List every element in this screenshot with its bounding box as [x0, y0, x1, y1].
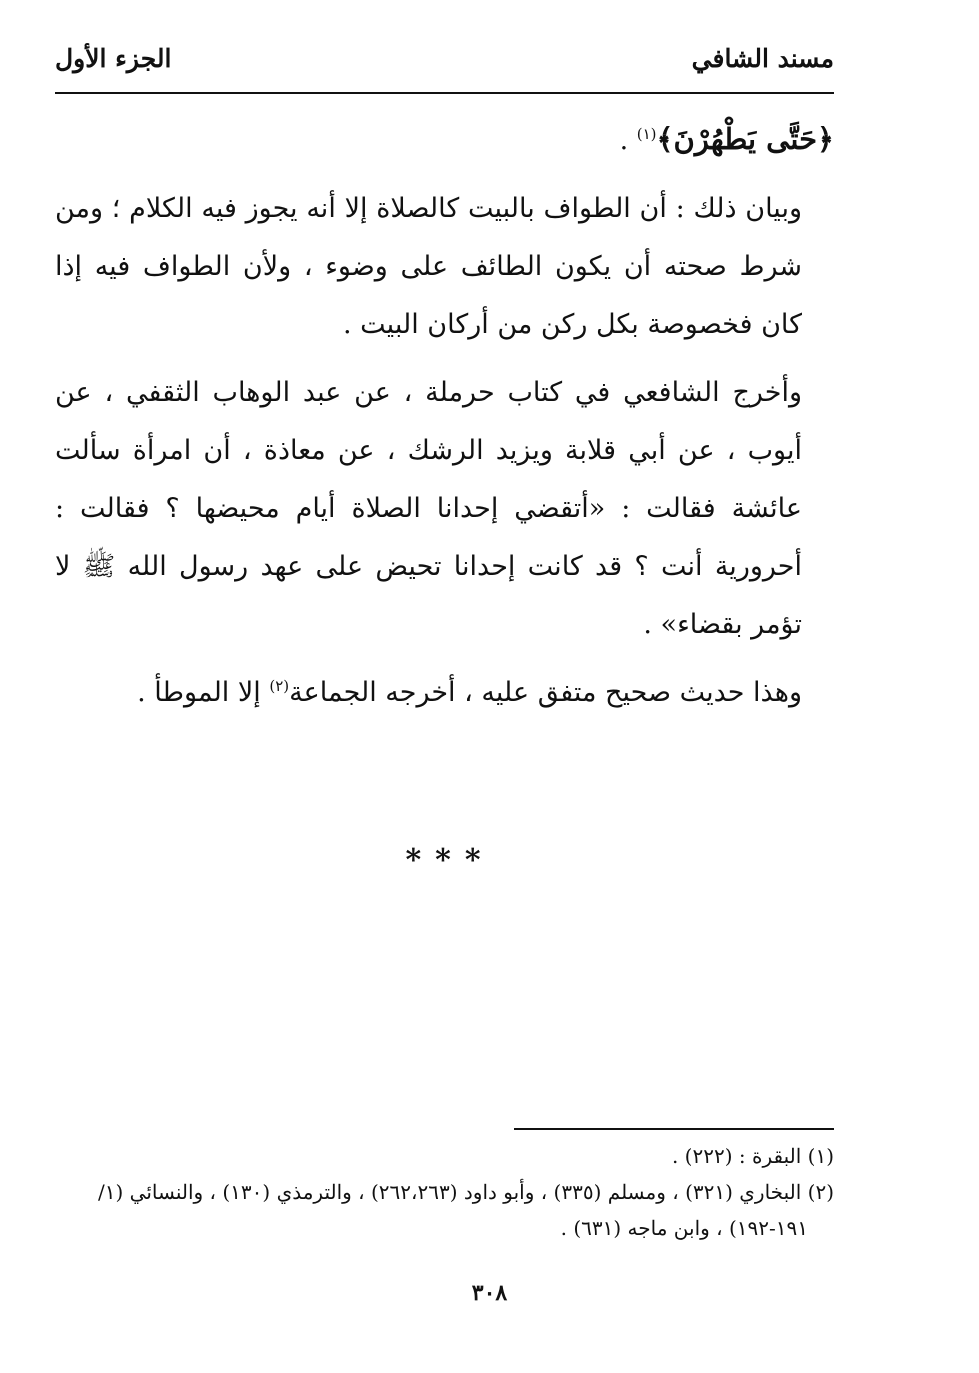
footnote-2-line-2: ١٩١-١٩٢) ، وابن ماجه (٦٣١) .	[560, 1216, 808, 1240]
quran-line	[55, 110, 834, 170]
quran-verse: ﴿حَتَّى يَطْهُرْنَ﴾	[656, 122, 834, 156]
book-title: مسند الشافي	[691, 44, 834, 73]
footnote-2-line-1: (٢) البخاري (٣٢١) ، ومسلم (٣٣٥) ، وأبو داود (٢٦٢،٢٦٣) ، والترمذي (١٣٠) ، والنسائي (١/	[98, 1180, 834, 1204]
section-divider-asterisks: ***	[405, 843, 495, 878]
paragraph-3-text: وهذا حديث صحيح متفق عليه ، أخرجه الجماعة	[289, 677, 802, 708]
part-label: الجزء الأول	[55, 44, 172, 73]
footnotes	[55, 1138, 834, 1246]
footnote-1: (١) البقرة : (٢٢٢) .	[671, 1144, 834, 1168]
paragraph-2: وأخرج الشافعي في كتاب حرملة ، عن عبد الوهاب الثقفي ، عن أيوب ، عن أبي قلابة ويزيد الرشك ، عن معاذة ، أن امرأة سألت عائشة فقالت : «أتقضي إحدانا الصلاة أيام محيضها ؟ فقالت : أحرورية أنت ؟ قد كانت إحدانا تحيض على عهد رسول الله ﷺ لا تؤمر بقضاء» .	[55, 377, 802, 640]
footnote-separator	[514, 1128, 834, 1130]
paragraph-1: وبيان ذلك : أن الطواف بالبيت كالصلاة إلا أنه يجوز فيه الكلام ؛ ومن شرط صحته أن يكون الطائف على وضوء ، ولأن الطواف فيه إذا كان فخصوصة بكل ركن من أركان البيت .	[55, 193, 802, 340]
footnote-ref-2[interactable]: (٢)	[269, 677, 290, 695]
paragraph-3	[55, 664, 834, 722]
footnote-ref-1[interactable]: (١)	[636, 125, 657, 143]
paragraph-3-end: إلا الموطأ .	[137, 677, 270, 708]
page-header	[55, 40, 834, 94]
page-number: ٣٠٨	[471, 1280, 508, 1306]
quran-end: .	[619, 125, 637, 156]
main-text	[55, 110, 834, 732]
